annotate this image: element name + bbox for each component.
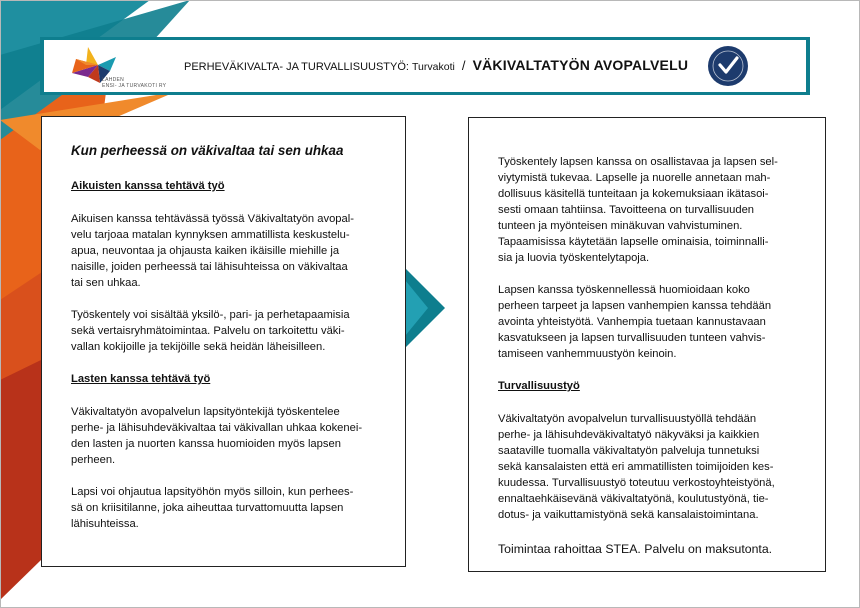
- organization-logo-text: LAHDEN ENSI- JA TURVAKOTI RY: [102, 77, 167, 89]
- page-title: [184, 57, 688, 73]
- header-banner: [40, 37, 810, 95]
- section-title-adults: Aikuisten kanssa tehtävä työ: [71, 180, 225, 192]
- quality-check-badge-icon: [707, 45, 749, 87]
- title-prefix: PERHEVÄKIVALTA- JA TURVALLISUUSTYÖ:: [184, 61, 409, 73]
- paragraph-children-1: Väkivaltatyön avopalvelun lapsityöntekijä työskentelee perhe- ja lähisuhdeväkivaltaa tai väkivallan uhkaa kokenei- den lasten ja nuorten kanssa huomioiden myös lapsen perheen.: [71, 406, 363, 466]
- paragraph-children-2: Lapsi voi ohjautua lapsityöhön myös silloin, kun perhees- sä on kriisitilanne, joka aiheuttaa turvattomuutta lapsen lähisuhteissa.: [71, 486, 354, 530]
- paragraph-safety-work: Väkivaltatyön avopalvelun turvallisuustyöllä tehdään perhe- ja lähisuhdeväkivaltatyö näkyväksi ja kaikkien saataville tuomalla väkivaltatyön palveluja tunnetuksi sekä kansalaisten että eri ammatillisten toimijoiden kes- kuudessa. Turvallisuustyö toteutuu verkostoyhteistyönä, ennaltaehkäisevänä väkivaltatyönä, koulutustyönä, tie- dotus- ja vaikuttamistyönä sekä kansalaistoimintana.: [498, 413, 775, 521]
- paragraph-child-work: Työskentely lapsen kanssa on osallistavaa ja lapsen sel- viytymistä tukevaa. Lapselle ja nuorelle annetaan mah- dollisuus käsitellä tunteitaan ja kokemuksiaan ikätasoi- sesti omaan tahtiinsa. Tavoitteena on turvallisuuden tunteen ja myönteisen minäkuvan vahvistuminen. Tapaamisissa käytetään lapselle ominaisia, toiminnalli- sia ja luovia työskentelytapoja.: [498, 156, 778, 264]
- paragraph-adults-2: Työskentely voi sisältää yksilö-, pari- ja perhetapaamisia sekä vertaisryhmätoimintaa. Palvelu on tarkoitettu väki- vallan kokijoille ja tekijöille sekä heidän läheisilleen.: [71, 309, 350, 353]
- paragraph-family-work: Lapsen kanssa työskennellessä huomioidaan koko perheen tarpeet ja lapsen vanhempien kanssa tehdään avointa yhteistyötä. Vanhempia tuetaan kannustavaan kasvatukseen ja lapsen turvallisuuden tunteen vahvis- tamiseen vanhemmuustyön keinoin.: [498, 284, 772, 360]
- right-panel: [468, 117, 826, 572]
- left-panel: [41, 116, 406, 567]
- title-main: VÄKIVALTATYÖN AVOPALVELU: [472, 57, 689, 73]
- section-title-children: Lasten kanssa tehtävä työ: [71, 373, 211, 385]
- title-sub: Turvakoti: [412, 61, 455, 73]
- title-slash: /: [461, 58, 466, 73]
- funding-note: Toimintaa rahoittaa STEA. Palvelu on maksutonta.: [498, 542, 773, 556]
- left-heading: Kun perheessä on väkivaltaa tai sen uhkaa: [71, 143, 344, 158]
- paragraph-adults-1: Aikuisen kanssa tehtävässä työssä Väkivaltatyön avopal- velu tarjoaa matalan kynnyksen ammatillista keskustelu- apua, neuvontaa ja ohjausta kaiken ikäisille miehille ja naisille, joiden perheessä tai lähisuhteissa on väkivaltaa tai sen uhkaa.: [71, 213, 354, 289]
- section-title-safety: Turvallisuustyö: [498, 380, 580, 392]
